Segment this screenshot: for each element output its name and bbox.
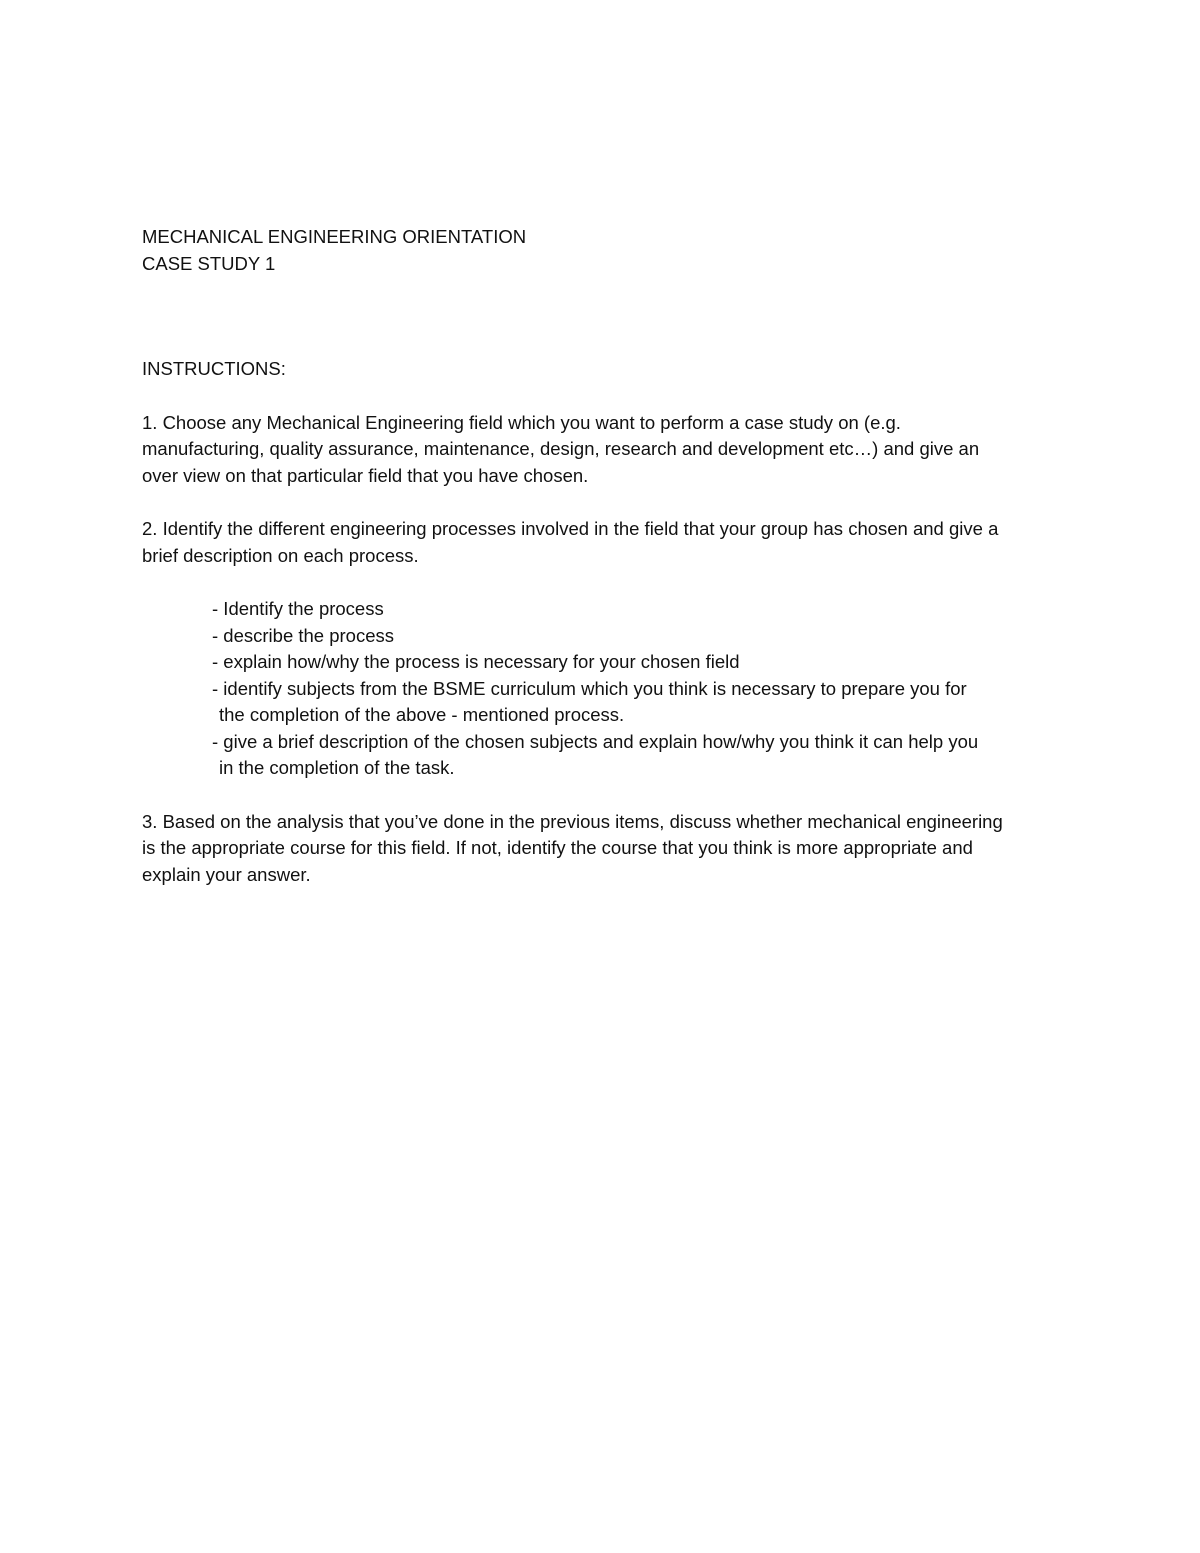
document-body bbox=[142, 224, 1072, 888]
instruction-item-3 bbox=[142, 809, 1072, 889]
bullet-item: - Identify the process bbox=[212, 598, 384, 619]
process-bullet-list bbox=[212, 596, 1072, 782]
item2-line: brief description on each process. bbox=[142, 544, 419, 566]
instruction-item-2 bbox=[142, 516, 1072, 569]
document-title: MECHANICAL ENGINEERING ORIENTATION bbox=[142, 226, 527, 247]
item1-line: over view on that particular field that you have chosen. bbox=[142, 464, 589, 486]
item3-line: 3. Based on the analysis that you’ve done in the previous items, discuss whether mechanical engineering bbox=[142, 810, 1003, 832]
bullet-item: - give a brief description of the chosen subjects and explain how/why you think it can help you bbox=[212, 730, 979, 752]
item1-line: manufacturing, quality assurance, maintenance, design, research and development etc…) and give an bbox=[142, 438, 980, 459]
bullet-item-continuation: in the completion of the task. bbox=[219, 757, 455, 778]
bullet-item-continuation: the completion of the above - mentioned process. bbox=[219, 704, 625, 725]
bullet-item: - describe the process bbox=[212, 624, 395, 646]
item3-line: is the appropriate course for this field. If not, identify the course that you think is more appropriate and bbox=[142, 837, 973, 858]
document-subtitle: CASE STUDY 1 bbox=[142, 252, 276, 274]
instructions-heading: INSTRUCTIONS: bbox=[142, 358, 286, 379]
item1-line: 1. Choose any Mechanical Engineering field which you want to perform a case study on (e.g. bbox=[142, 411, 901, 433]
instruction-item-1 bbox=[142, 410, 1072, 490]
bullet-item: - explain how/why the process is necessary for your chosen field bbox=[212, 651, 740, 672]
item2-line: 2. Identify the different engineering processes involved in the field that your group has chosen and give a bbox=[142, 518, 999, 539]
item3-line: explain your answer. bbox=[142, 863, 311, 885]
bullet-item: - identify subjects from the BSME curriculum which you think is necessary to prepare you for bbox=[212, 677, 967, 699]
